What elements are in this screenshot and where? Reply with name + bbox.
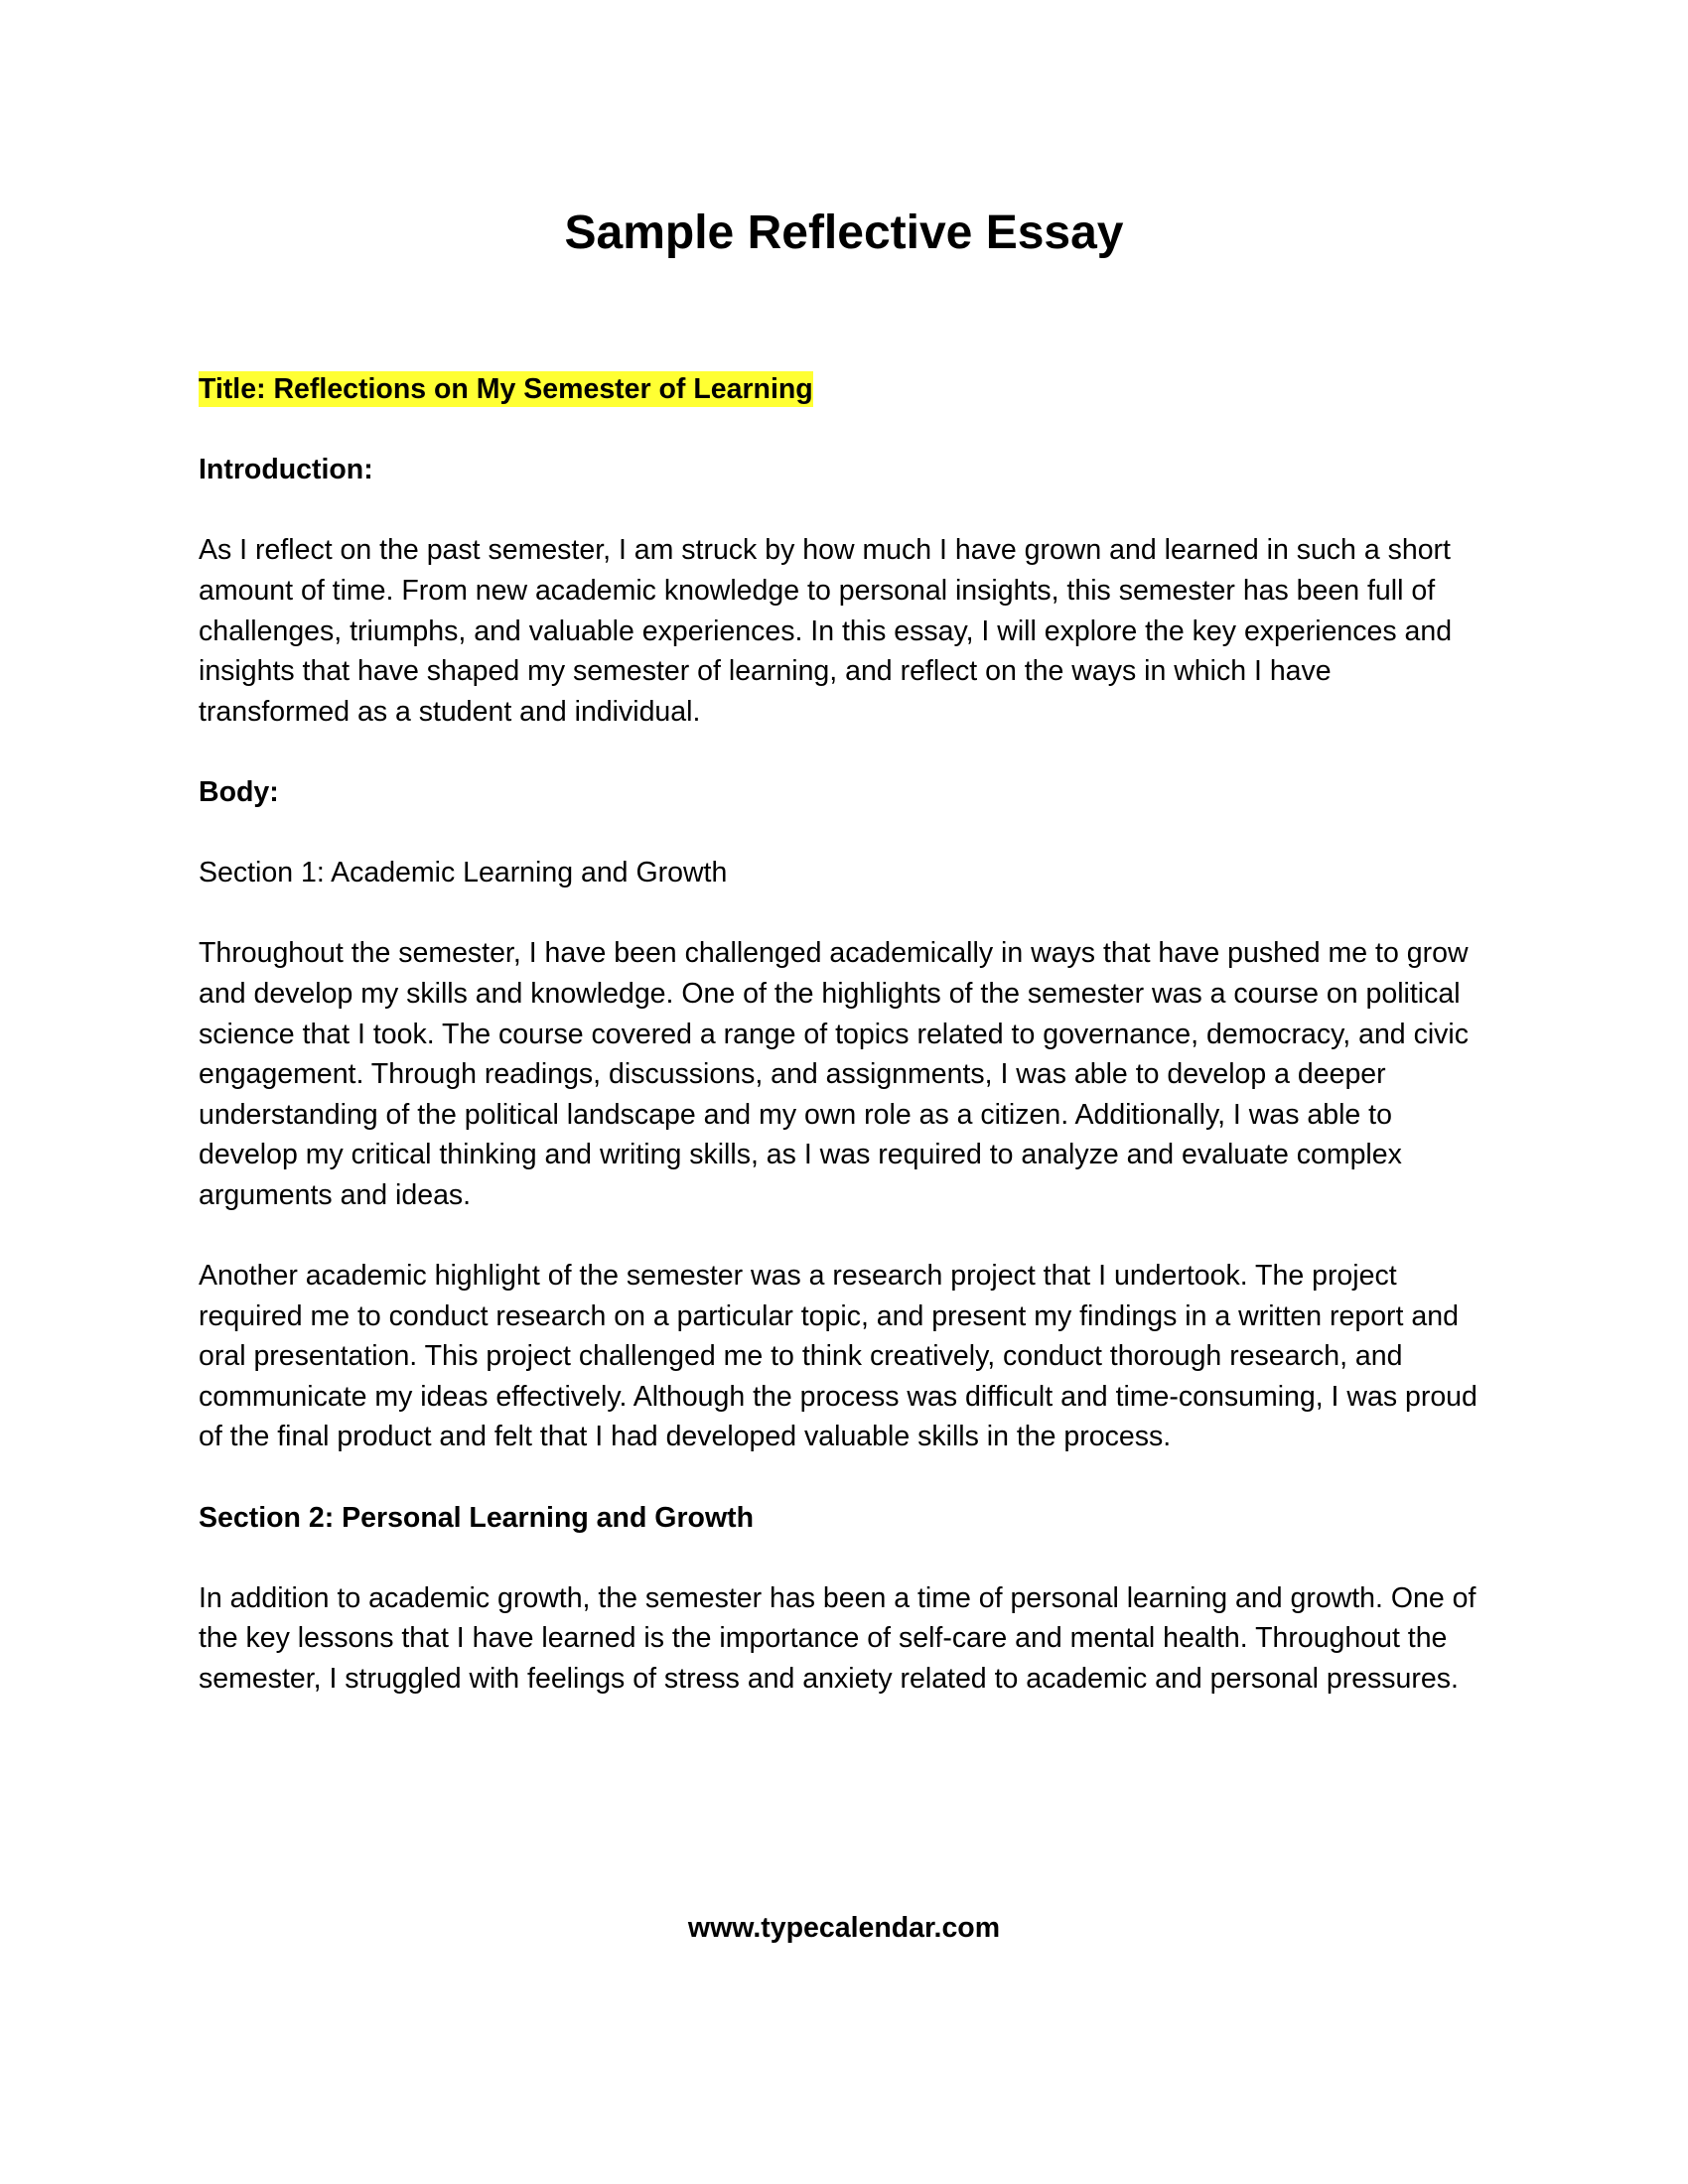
footer-website-link[interactable]: www.typecalendar.com <box>687 1912 1001 1944</box>
section1-paragraph-2: Another academic highlight of the semester was a research project that I undertook. The project required me to conduct research on a particular topic, and present my findings in a written report and oral presentation. This project challenged me to think creatively, conduct thorough research, and communicate my ideas effectively. Although the process was difficult and time-consuming, I was proud of the final product and felt that I had developed valuable skills in the process. <box>199 1260 1477 1453</box>
page-title: Sample Reflective Essay <box>564 206 1124 259</box>
essay-title-line <box>199 369 1489 410</box>
section2-heading: Section 2: Personal Learning and Growth <box>199 1501 755 1534</box>
essay-content <box>199 369 1489 1739</box>
introduction-label: Introduction: <box>199 454 373 486</box>
introduction-paragraph: As I reflect on the past semester, I am struck by how much I have grown and learned in such a short amount of time. From new academic knowledge to personal insights, this semester has been full of challenges, triumphs, and valuable experiences. In this essay, I will explore the key experiences and insights that have shaped my semester of learning, and reflect on the ways in which I have transformed as a student and individual. <box>199 534 1453 728</box>
section2-paragraph-1: In addition to academic growth, the semester has been a time of personal learning and growth. One of the key lessons that I have learned is the importance of self-care and mental health. Throughout the semester, I struggled with feelings of stress and anxiety related to academic and personal pressures. <box>199 1581 1477 1695</box>
body-label: Body: <box>199 775 279 808</box>
section1-heading: Section 1: Academic Learning and Growth <box>199 857 728 889</box>
essay-title: Title: Reflections on My Semester of Learning <box>199 373 813 405</box>
section1-paragraph-1: Throughout the semester, I have been challenged academically in ways that have pushed me to grow and develop my skills and knowledge. One of the highlights of the semester was a course on political science that I took. The course covered a range of topics related to governance, democracy, and civic engagement. Through readings, discussions, and assignments, I was able to develop a deeper understanding of the political landscape and my own role as a citizen. Additionally, I was able to develop my critical thinking and writing skills, as I was required to analyze and evaluate complex arguments and ideas. <box>199 937 1469 1211</box>
